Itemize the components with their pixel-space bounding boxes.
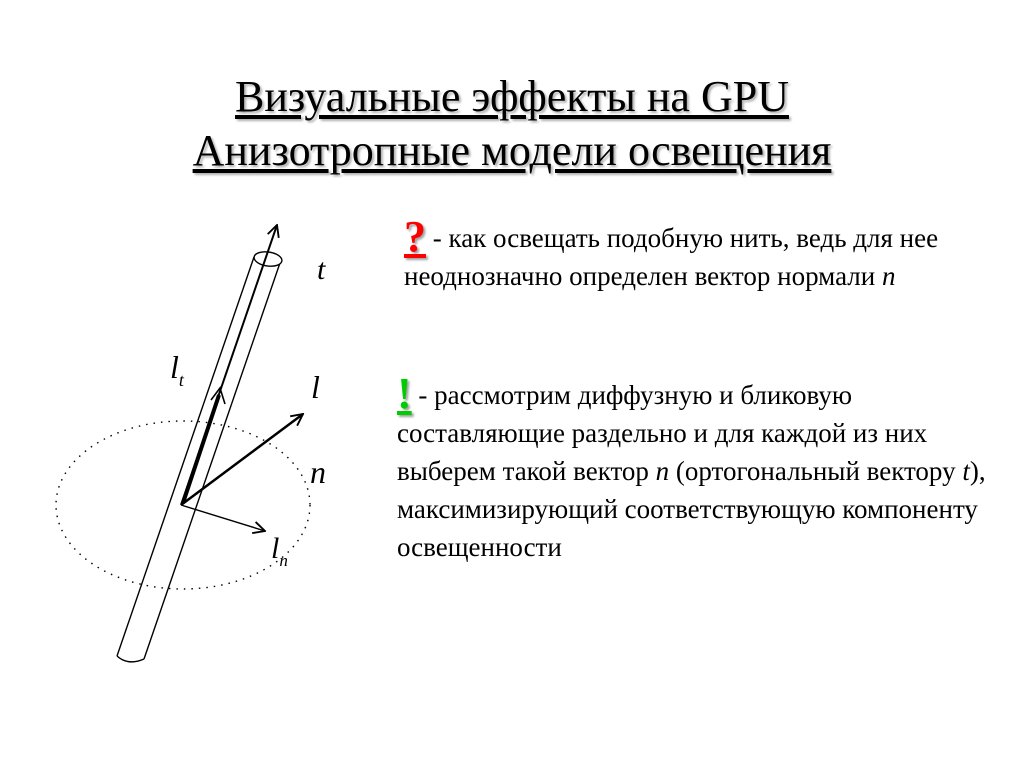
answer-text-1: - рассмотрим диффузную и бликовую составляющие раздельно и для каждой из них выберем такой вектор xyxy=(397,380,928,486)
answer-text-3: ), максимизирующий соответствующую компоненту освещенности xyxy=(397,456,986,562)
ln-vector-arrow xyxy=(181,505,265,531)
question-mark: ? xyxy=(404,212,426,261)
question-paragraph xyxy=(404,212,1004,295)
question-var-n: n xyxy=(881,261,896,291)
title-line-1: Визуальные эффекты на GPU xyxy=(235,72,789,121)
answer-var-n: n xyxy=(655,456,670,486)
question-text: - как освещать подобную нить, ведь для нее неоднозначно определен вектор нормали xyxy=(404,223,939,291)
label-t: t xyxy=(317,253,326,286)
label-n: n xyxy=(310,454,326,490)
answer-paragraph xyxy=(397,369,1017,566)
label-lt: $l_t$ xyxy=(170,349,184,390)
answer-text-2: (ортогональный вектору xyxy=(669,456,963,486)
label-l: l xyxy=(311,369,320,405)
exclamation-mark: ! xyxy=(397,369,412,418)
title-line-2: Анизотропные модели освещения xyxy=(192,126,832,175)
answer-var-t: t xyxy=(962,456,970,486)
label-ln: $l_n$ xyxy=(271,532,288,570)
